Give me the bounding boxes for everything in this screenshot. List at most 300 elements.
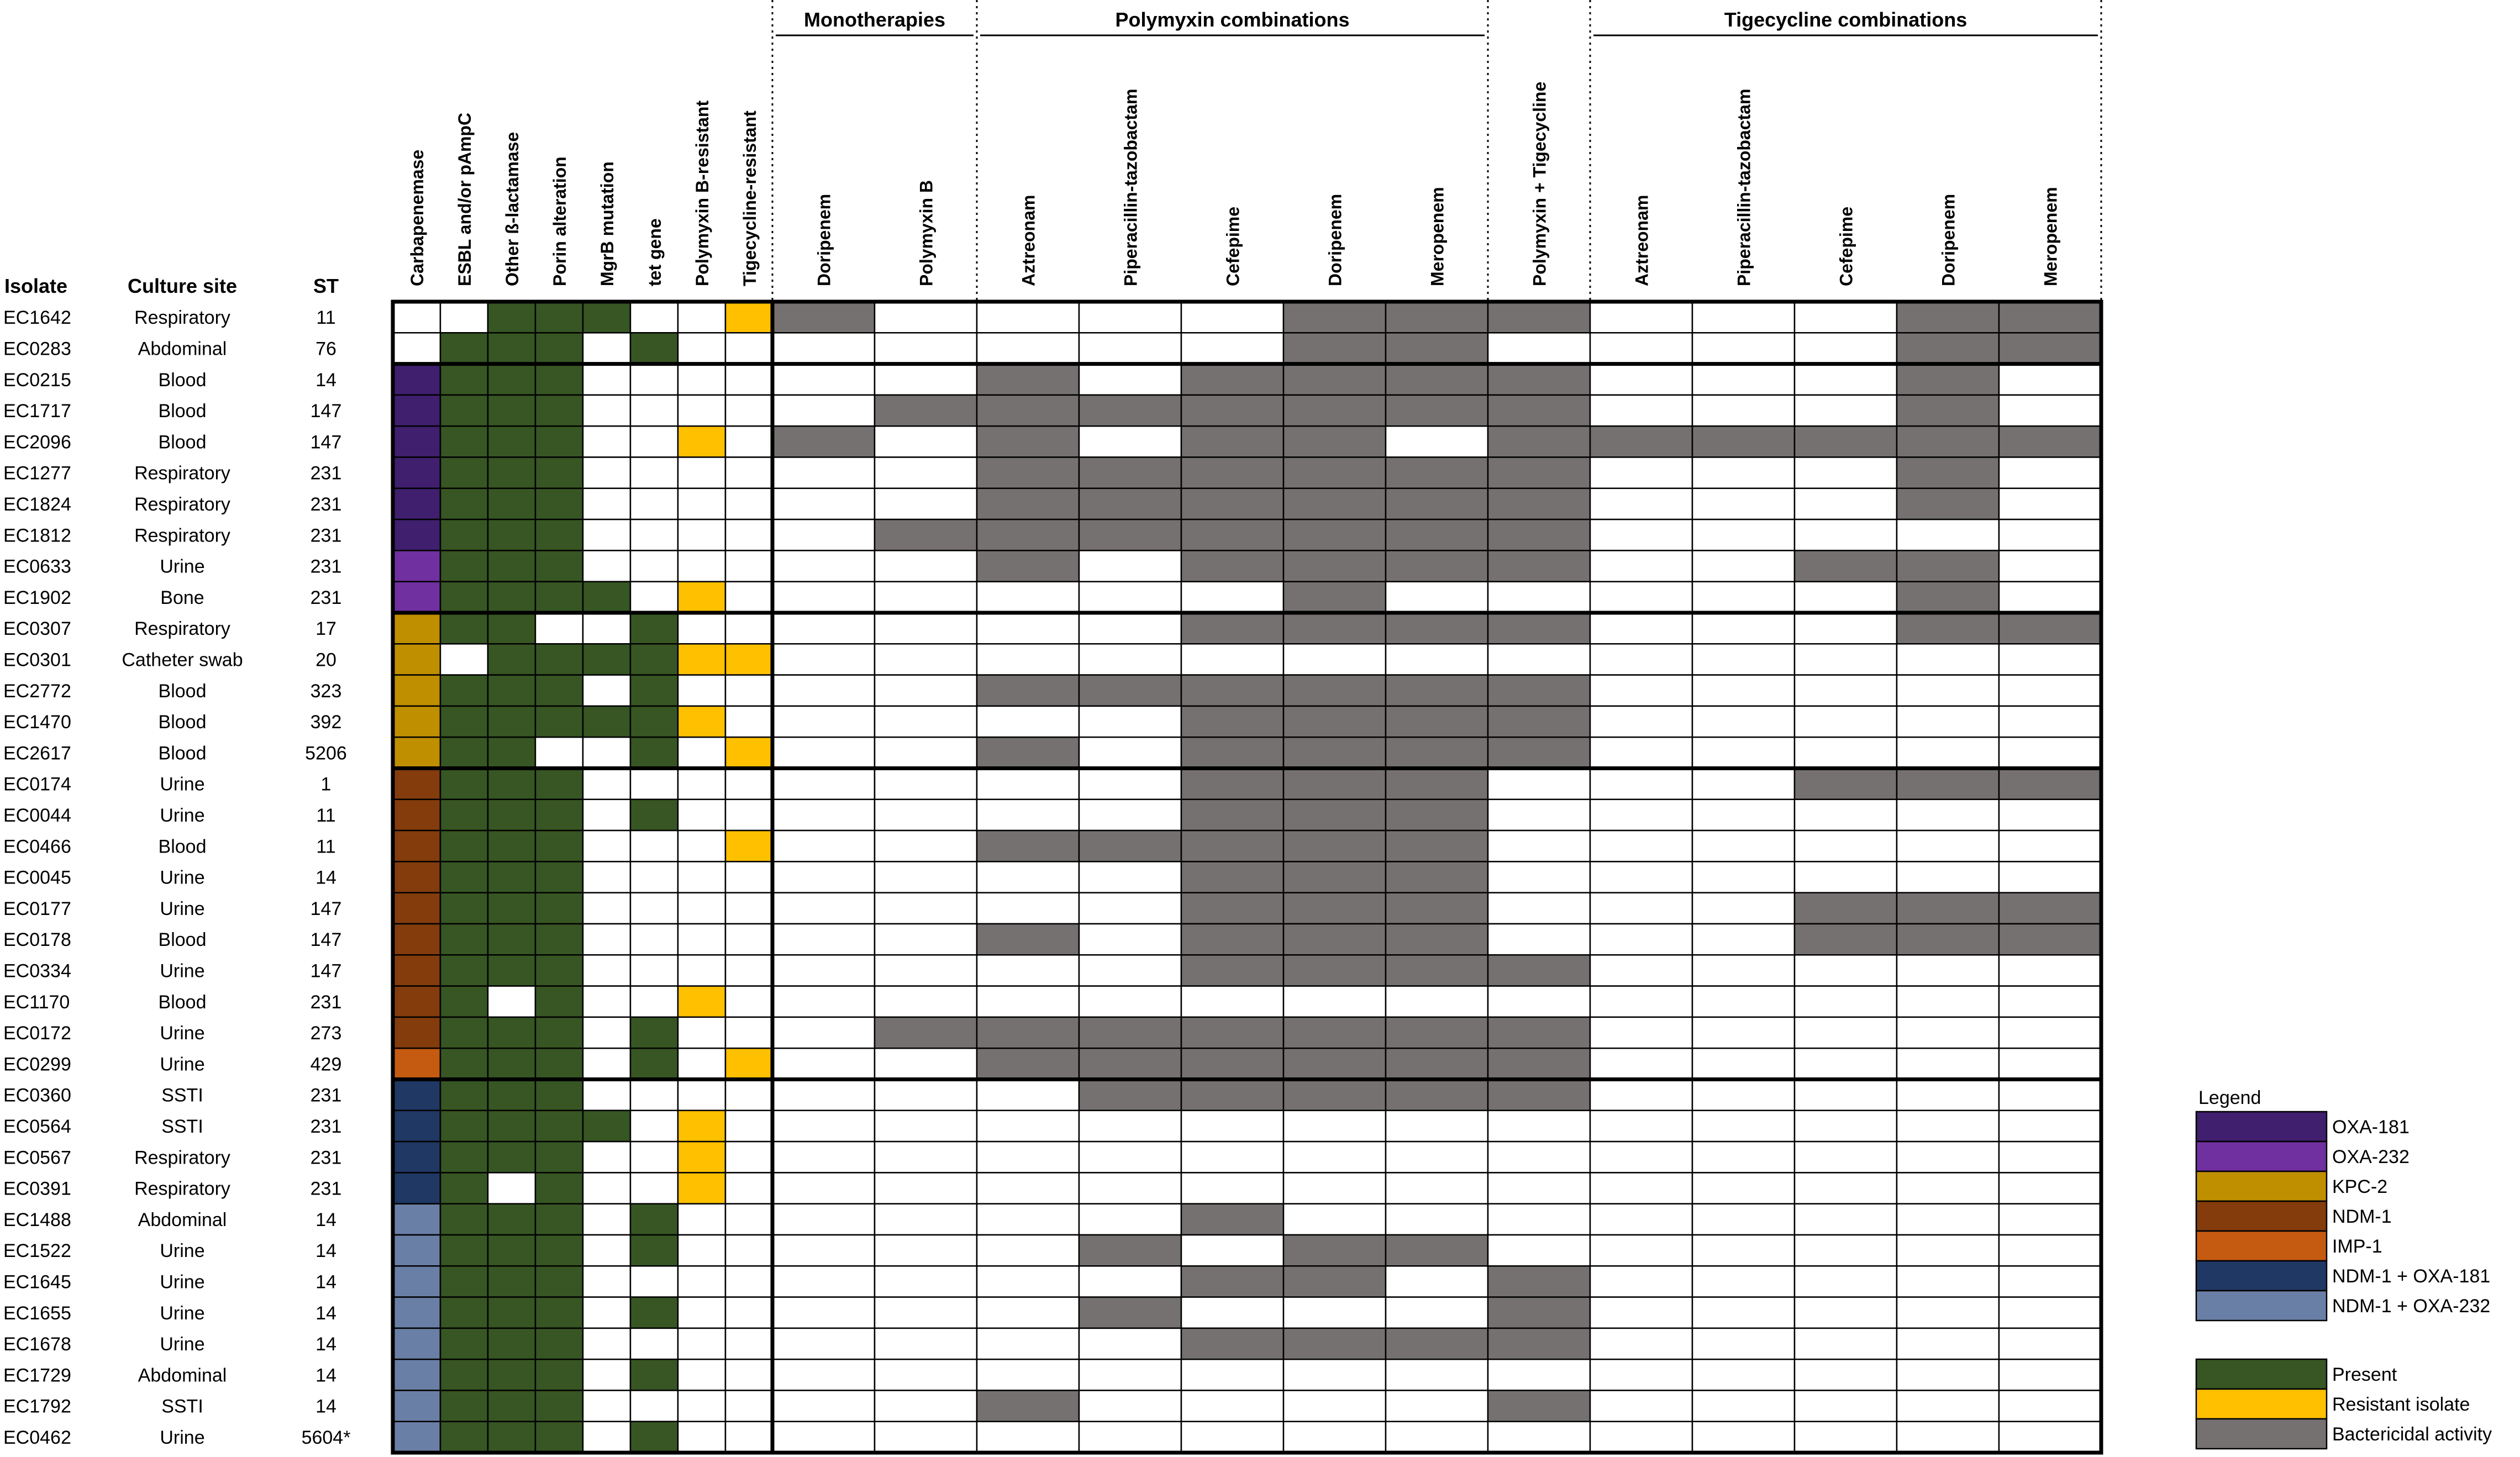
drug-header-9: Aztreonam	[1632, 194, 1652, 286]
drug-cell	[1999, 582, 2101, 613]
gene-cell	[583, 830, 630, 861]
drug-cell	[1079, 861, 1181, 892]
drug-cell	[1692, 333, 1795, 364]
carbapenemase-cell	[393, 830, 440, 861]
drug-cell	[977, 1142, 1079, 1172]
drug-cell	[772, 644, 875, 675]
gene-cell	[583, 1235, 630, 1266]
drug-cell	[1079, 924, 1181, 955]
gene-cell	[440, 861, 488, 892]
drug-cell	[1795, 644, 1897, 675]
gene-cell	[678, 1422, 725, 1453]
drug-cell	[1692, 302, 1795, 333]
gene-cell	[488, 861, 535, 892]
gene-cell	[535, 426, 583, 457]
carbapenemase-cell	[393, 706, 440, 737]
culture-site-label: Urine	[160, 804, 205, 826]
drug-cell	[977, 737, 1079, 768]
drug-cell	[772, 457, 875, 488]
st-label: 147	[310, 898, 342, 919]
drug-cell	[1590, 333, 1692, 364]
drug-header-7: Meropenem	[1427, 187, 1448, 286]
isolate-label: EC0177	[3, 898, 71, 919]
drug-cell	[1999, 395, 2101, 426]
gene-cell	[535, 1391, 583, 1422]
gene-cell	[535, 706, 583, 737]
gene-cell	[488, 1048, 535, 1079]
legend-label: NDM-1	[2332, 1206, 2392, 1227]
gene-cell	[630, 1080, 678, 1111]
gene-cell	[725, 302, 773, 333]
legend-label: OXA-181	[2332, 1117, 2409, 1138]
drug-cell	[1488, 737, 1590, 768]
drug-cell	[1488, 1204, 1590, 1235]
isolate-label: EC0044	[3, 804, 71, 826]
carbapenemase-cell	[393, 1359, 440, 1390]
drug-cell	[1897, 1266, 1999, 1297]
drug-cell	[1283, 613, 1386, 644]
drug-cell	[875, 644, 977, 675]
gene-cell	[725, 613, 773, 644]
drug-cell	[772, 1172, 875, 1203]
gene-cell	[583, 519, 630, 550]
gene-cell	[678, 550, 725, 581]
gene-cell	[583, 769, 630, 799]
gene-cell	[488, 1391, 535, 1422]
carbapenemase-cell	[393, 1297, 440, 1328]
carbapenemase-cell	[393, 644, 440, 675]
drug-cell	[1386, 1266, 1488, 1297]
drug-cell	[875, 1080, 977, 1111]
drug-cell	[977, 893, 1079, 924]
drug-cell	[1999, 613, 2101, 644]
gene-cell	[440, 426, 488, 457]
gene-cell	[488, 830, 535, 861]
gene-cell	[488, 395, 535, 426]
drug-cell	[1999, 1422, 2101, 1453]
drug-cell	[1283, 1359, 1386, 1390]
drug-cell	[977, 1080, 1079, 1111]
gene-cell	[630, 395, 678, 426]
drug-cell	[1386, 1172, 1488, 1203]
legend-label: OXA-232	[2332, 1146, 2409, 1167]
drug-cell	[1590, 924, 1692, 955]
gene-cell	[583, 924, 630, 955]
gene-cell	[488, 426, 535, 457]
drug-cell	[1283, 1142, 1386, 1172]
gene-cell	[583, 1391, 630, 1422]
drug-cell	[1590, 1235, 1692, 1266]
gene-cell	[535, 1017, 583, 1048]
gene-cell	[583, 550, 630, 581]
drug-cell	[1386, 644, 1488, 675]
gene-cell	[440, 1048, 488, 1079]
gene-cell	[725, 1142, 773, 1172]
drug-cell	[977, 1266, 1079, 1297]
drug-cell	[1999, 644, 2101, 675]
drug-cell	[1590, 986, 1692, 1017]
drug-cell	[1079, 1048, 1181, 1079]
drug-cell	[1386, 333, 1488, 364]
drug-cell	[1079, 1297, 1181, 1328]
gene-cell	[488, 582, 535, 613]
gene-cell	[725, 488, 773, 519]
isolate-label: EC0633	[3, 556, 71, 577]
drug-cell	[1079, 769, 1181, 799]
carbapenemase-cell	[393, 1048, 440, 1079]
gene-cell	[535, 737, 583, 768]
gene-cell	[678, 737, 725, 768]
gene-cell	[583, 1297, 630, 1328]
gene-cell	[725, 1080, 773, 1111]
drug-cell	[875, 550, 977, 581]
gene-cell	[630, 613, 678, 644]
drug-cell	[772, 830, 875, 861]
gene-cell	[583, 613, 630, 644]
st-label: 231	[310, 493, 342, 515]
drug-cell	[1283, 644, 1386, 675]
drug-cell	[1897, 861, 1999, 892]
drug-cell	[977, 1297, 1079, 1328]
drug-cell	[1386, 1328, 1488, 1359]
drug-cell	[1999, 1080, 2101, 1111]
isolate-label: EC0301	[3, 649, 71, 671]
carbapenemase-cell	[393, 1017, 440, 1048]
drug-cell	[1079, 488, 1181, 519]
isolate-label: EC2096	[3, 432, 71, 453]
gene-cell	[630, 893, 678, 924]
culture-site-label: Blood	[158, 401, 207, 422]
gene-cell	[725, 1204, 773, 1235]
legend-label: Present	[2332, 1364, 2397, 1385]
drug-cell	[1795, 364, 1897, 395]
drug-cell	[977, 675, 1079, 706]
drug-cell	[1590, 395, 1692, 426]
drug-cell	[1386, 457, 1488, 488]
drug-cell	[977, 395, 1079, 426]
drug-cell	[1590, 644, 1692, 675]
gene-cell	[440, 830, 488, 861]
drug-cell	[1488, 613, 1590, 644]
drug-cell	[1999, 519, 2101, 550]
drug-cell	[1692, 861, 1795, 892]
isolate-label: EC1645	[3, 1271, 71, 1293]
gene-cell	[535, 675, 583, 706]
drug-cell	[1590, 1391, 1692, 1422]
drug-cell	[1079, 1391, 1181, 1422]
gene-cell	[488, 986, 535, 1017]
gene-cell	[725, 1017, 773, 1048]
gene-cell	[488, 1297, 535, 1328]
drug-cell	[977, 769, 1079, 799]
isolate-label: EC0178	[3, 929, 71, 951]
isolate-label: EC1655	[3, 1302, 71, 1324]
gene-cell	[488, 799, 535, 830]
drug-cell	[1692, 893, 1795, 924]
drug-cell	[1488, 799, 1590, 830]
drug-cell	[1999, 1111, 2101, 1142]
legend-label: Bactericidal activity	[2332, 1424, 2492, 1445]
gene-cell	[630, 1111, 678, 1142]
gene-cell	[630, 799, 678, 830]
drug-cell	[772, 1017, 875, 1048]
isolate-label: EC0045	[3, 867, 71, 888]
drug-cell	[1181, 737, 1283, 768]
gene-cell	[535, 1080, 583, 1111]
gene-cell	[630, 1048, 678, 1079]
gene-cell	[630, 457, 678, 488]
gene-cell	[440, 955, 488, 986]
gene-cell	[630, 1172, 678, 1203]
gene-cell	[630, 955, 678, 986]
drug-cell	[1488, 1142, 1590, 1172]
drug-cell	[1897, 1235, 1999, 1266]
drug-cell	[1283, 519, 1386, 550]
drug-cell	[1795, 675, 1897, 706]
drug-cell	[1999, 457, 2101, 488]
drug-cell	[1897, 799, 1999, 830]
drug-cell	[1897, 1080, 1999, 1111]
drug-cell	[875, 830, 977, 861]
st-label: 231	[310, 462, 342, 484]
gene-cell	[630, 737, 678, 768]
drug-cell	[875, 861, 977, 892]
drug-cell	[772, 426, 875, 457]
carbapenemase-cell	[393, 1204, 440, 1235]
gene-cell	[440, 1204, 488, 1235]
drug-cell	[1590, 1297, 1692, 1328]
culture-site-label: Urine	[160, 1302, 205, 1324]
gene-cell	[583, 302, 630, 333]
drug-header-8: Polymyxin + Tigecycline	[1529, 81, 1550, 286]
st-label: 14	[315, 1209, 336, 1230]
drug-cell	[1590, 675, 1692, 706]
carbapenemase-cell	[393, 799, 440, 830]
drug-cell	[1897, 924, 1999, 955]
drug-cell	[977, 1172, 1079, 1203]
drug-cell	[1897, 1111, 1999, 1142]
drug-cell	[1488, 644, 1590, 675]
drug-cell	[1897, 302, 1999, 333]
st-label: 273	[310, 1023, 342, 1044]
culture-site-label: Respiratory	[134, 618, 230, 640]
drug-cell	[1181, 955, 1283, 986]
drug-cell	[1897, 1391, 1999, 1422]
drug-cell	[1079, 1142, 1181, 1172]
drug-cell	[772, 955, 875, 986]
drug-cell	[1488, 302, 1590, 333]
drug-cell	[772, 861, 875, 892]
legend-swatch	[2196, 1231, 2327, 1261]
gene-cell	[725, 1328, 773, 1359]
drug-cell	[1181, 457, 1283, 488]
gene-cell	[440, 1328, 488, 1359]
drug-cell	[1897, 550, 1999, 581]
drug-cell	[1795, 1235, 1897, 1266]
drug-cell	[1692, 457, 1795, 488]
gene-cell	[583, 488, 630, 519]
isolate-label: EC0360	[3, 1085, 71, 1106]
drug-cell	[875, 457, 977, 488]
carbapenemase-cell	[393, 426, 440, 457]
drug-cell	[1999, 426, 2101, 457]
gene-cell	[535, 302, 583, 333]
drug-cell	[1897, 769, 1999, 799]
drug-cell	[1590, 1080, 1692, 1111]
cell-layer	[3, 302, 2101, 1453]
drug-cell	[1488, 1266, 1590, 1297]
gene-cell	[678, 1297, 725, 1328]
gene-cell	[630, 986, 678, 1017]
st-label: 14	[315, 867, 336, 888]
isolate-label: EC0215	[3, 369, 71, 391]
drug-cell	[1590, 1359, 1692, 1390]
drug-cell	[875, 1328, 977, 1359]
isolate-label: EC2772	[3, 680, 71, 702]
culture-site-label: Urine	[160, 1023, 205, 1044]
gene-cell	[725, 1235, 773, 1266]
drug-cell	[1897, 1422, 1999, 1453]
drug-cell	[1590, 364, 1692, 395]
drug-cell	[1488, 1080, 1590, 1111]
drug-cell	[1386, 893, 1488, 924]
gene-cell	[725, 1172, 773, 1203]
drug-cell	[875, 333, 977, 364]
drug-cell	[875, 1297, 977, 1328]
legend	[2196, 1087, 2492, 1449]
st-label: 76	[315, 338, 336, 360]
drug-cell	[1181, 519, 1283, 550]
gene-cell	[535, 1172, 583, 1203]
column-header-2: Culture site	[127, 275, 238, 297]
drug-cell	[1488, 1391, 1590, 1422]
drug-cell	[875, 1359, 977, 1390]
drug-cell	[1386, 488, 1488, 519]
drug-cell	[1999, 1017, 2101, 1048]
gene-cell	[488, 550, 535, 581]
drug-cell	[1283, 550, 1386, 581]
culture-site-label: Blood	[158, 369, 207, 391]
gene-cell	[678, 1328, 725, 1359]
carbapenemase-cell	[393, 488, 440, 519]
gene-cell	[583, 799, 630, 830]
gene-cell	[440, 893, 488, 924]
gene-cell	[583, 675, 630, 706]
drug-cell	[1897, 519, 1999, 550]
drug-cell	[875, 1017, 977, 1048]
gene-cell	[678, 1172, 725, 1203]
gene-cell	[488, 1266, 535, 1297]
drug-cell	[977, 644, 1079, 675]
drug-cell	[772, 550, 875, 581]
gene-cell	[535, 457, 583, 488]
drug-cell	[1795, 955, 1897, 986]
drug-cell	[1181, 986, 1283, 1017]
drug-cell	[875, 1048, 977, 1079]
drug-cell	[1386, 861, 1488, 892]
drug-cell	[875, 395, 977, 426]
drug-cell	[1692, 550, 1795, 581]
gene-cell	[583, 1204, 630, 1235]
drug-cell	[1897, 1359, 1999, 1390]
gene-cell	[630, 861, 678, 892]
drug-cell	[1488, 1172, 1590, 1203]
gene-cell	[535, 1142, 583, 1172]
st-label: 147	[310, 960, 342, 982]
drug-cell	[1590, 613, 1692, 644]
drug-cell	[1283, 1172, 1386, 1203]
drug-cell	[1283, 861, 1386, 892]
drug-cell	[772, 582, 875, 613]
drug-cell	[1590, 426, 1692, 457]
drug-cell	[772, 924, 875, 955]
gene-cell	[535, 1328, 583, 1359]
drug-cell	[977, 333, 1079, 364]
gene-cell	[440, 924, 488, 955]
drug-cell	[772, 1048, 875, 1079]
drug-cell	[1488, 1422, 1590, 1453]
drug-cell	[1283, 830, 1386, 861]
drug-cell	[1590, 893, 1692, 924]
drug-header-6: Doripenem	[1325, 193, 1345, 286]
drug-cell	[1181, 861, 1283, 892]
carbapenemase-cell	[393, 364, 440, 395]
gene-cell	[630, 1017, 678, 1048]
gene-cell	[535, 830, 583, 861]
drug-cell	[1283, 675, 1386, 706]
drug-cell	[1079, 519, 1181, 550]
gene-cell	[630, 1422, 678, 1453]
st-label: 231	[310, 1147, 342, 1169]
drug-cell	[1181, 1235, 1283, 1266]
drug-cell	[772, 1142, 875, 1172]
drug-cell	[1488, 1111, 1590, 1142]
drug-cell	[772, 1235, 875, 1266]
drug-cell	[1283, 1422, 1386, 1453]
drug-cell	[1795, 613, 1897, 644]
gene-cell	[488, 1204, 535, 1235]
drug-cell	[1283, 364, 1386, 395]
gene-cell	[535, 582, 583, 613]
gene-cell	[440, 737, 488, 768]
st-label: 429	[310, 1054, 342, 1075]
drug-cell	[1283, 955, 1386, 986]
drug-cell	[1999, 893, 2101, 924]
drug-cell	[1999, 364, 2101, 395]
drug-cell	[1079, 426, 1181, 457]
gene-cell	[488, 1111, 535, 1142]
carbapenemase-cell	[393, 1235, 440, 1266]
drug-cell	[1079, 799, 1181, 830]
drug-cell	[1079, 364, 1181, 395]
drug-cell	[1386, 613, 1488, 644]
isolate-label: EC0283	[3, 338, 71, 360]
drug-cell	[1386, 550, 1488, 581]
gene-cell	[630, 302, 678, 333]
drug-cell	[1897, 955, 1999, 986]
culture-site-label: Respiratory	[134, 493, 230, 515]
drug-cell	[1590, 706, 1692, 737]
drug-cell	[1692, 1142, 1795, 1172]
drug-cell	[1692, 426, 1795, 457]
gene-cell	[678, 799, 725, 830]
drug-cell	[875, 1204, 977, 1235]
isolate-label: EC0462	[3, 1427, 71, 1448]
gene-cell	[440, 613, 488, 644]
st-label: 231	[310, 1116, 342, 1137]
st-label: 5206	[305, 743, 347, 764]
drug-cell	[977, 799, 1079, 830]
